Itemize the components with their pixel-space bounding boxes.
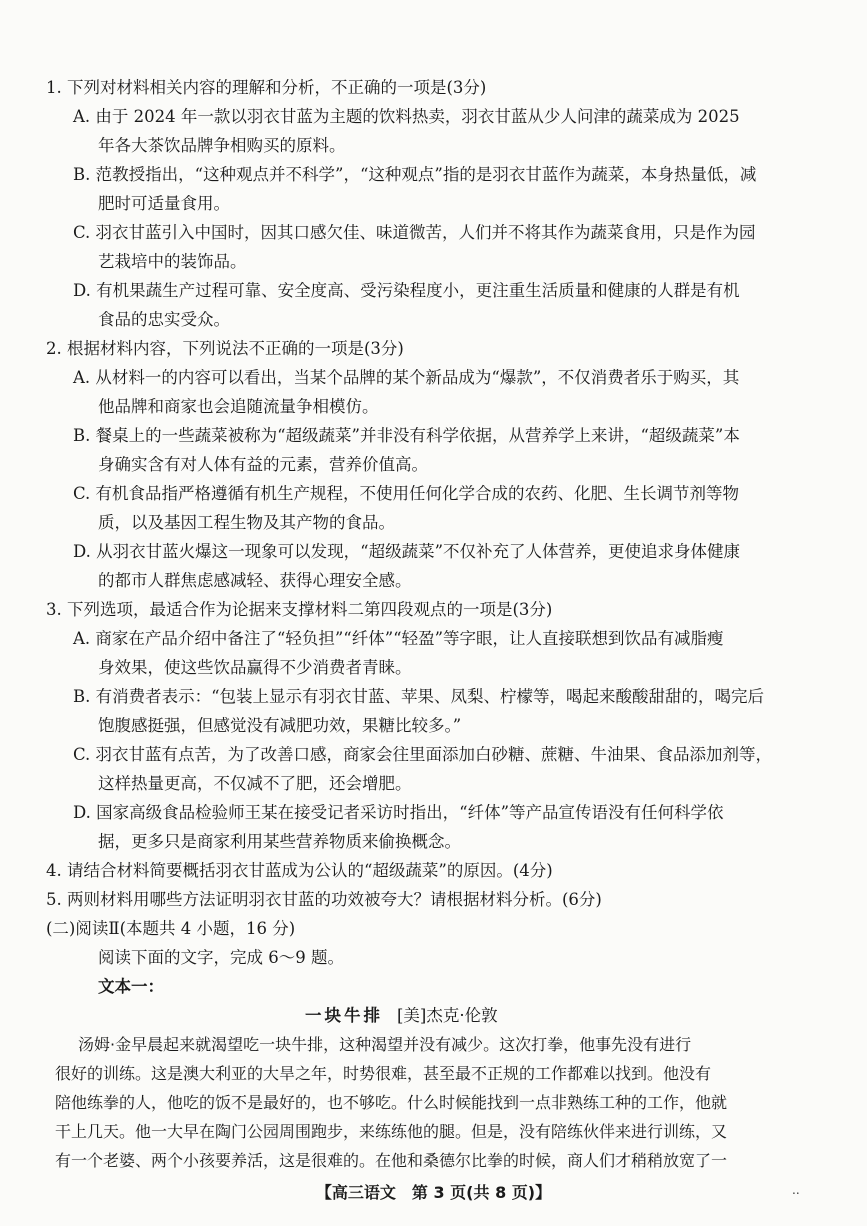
q2-option-d: D. 从羽衣甘蓝火爆这一现象可以发现，“超级蔬菜”不仅补充了人体营养，更使追求身体健康 (73, 542, 741, 561)
q1-option-b: B. 范教授指出，“这种观点并不科学”，“这种观点”指的是羽衣甘蓝作为蔬菜，本身热量低，减 (73, 165, 757, 184)
reading-instruction: 阅读下面的文字，完成 6～9 题。 (98, 948, 344, 967)
q2-option-a-cont: 他品牌和商家也会追随流量争相模仿。 (98, 397, 379, 416)
q3-option-b-cont: 饱腹感挺强，但感觉没有减肥功效，果糖比较多。” (98, 716, 462, 735)
q3-option-c: C. 羽衣甘蓝有点苦，为了改善口感，商家会往里面添加白砂糖、蔗糖、牛油果、食品添加剂等， (73, 745, 773, 764)
story-line: 陪他练拳的人，他吃的饭不是最好的，也不够吃。什么时候能找到一点非熟练工种的工作，他就 (55, 1093, 728, 1112)
q2-option-c: C. 有机食品指严格遵循有机生产规程，不使用任何化学合成的农药、化肥、生长调节剂等物 (73, 484, 740, 503)
q1-option-c: C. 羽衣甘蓝引入中国时，因其口感欠佳、味道微苦，人们并不将其作为蔬菜食用，只是作为园 (73, 223, 756, 242)
page-footer: 【高三语文 第 3 页(共 8 页)】 (315, 1183, 552, 1202)
q3-option-c-cont: 这样热量更高，不仅减不了肥，还会增肥。 (98, 774, 412, 793)
q3-option-a-cont: 身效果，使这些饮品赢得不少消费者青睐。 (98, 658, 412, 677)
q3-option-a: A. 商家在产品介绍中备注了“轻负担”“纤体”“轻盈”等字眼，让人直接联想到饮品有减脂瘦 (73, 629, 724, 648)
q1-option-a: A. 由于 2024 年一款以羽衣甘蓝为主题的饮料热卖，羽衣甘蓝从少人问津的蔬菜成为 2025 (73, 107, 740, 126)
story-line: 汤姆·金早晨起来就渴望吃一块牛排，这种渴望并没有减少。这次打拳，他事先没有进行 (78, 1035, 692, 1054)
q2-stem: 2. 根据材料内容，下列说法不正确的一项是(3分) (46, 339, 404, 358)
q3-option-d-cont: 据，更多只是商家利用某些营养物质来偷换概念。 (98, 832, 461, 851)
q2-option-a: A. 从材料一的内容可以看出，当某个品牌的某个新品成为“爆款”，不仅消费者乐于购买，其 (73, 368, 740, 387)
corner-mark: .. (792, 1183, 800, 1197)
q2-option-b: B. 餐桌上的一些蔬菜被称为“超级蔬菜”并非没有科学依据，从营养学上来讲，“超级蔬菜”本 (73, 426, 740, 445)
q5-stem: 5. 两则材料用哪些方法证明羽衣甘蓝的功效被夸大？请根据材料分析。(6分) (46, 890, 602, 909)
story-author: [美]杰克·伦敦 (397, 1006, 498, 1025)
q4-stem: 4. 请结合材料简要概括羽衣甘蓝成为公认的“超级蔬菜”的原因。(4分) (46, 861, 553, 880)
story-line: 有一个老婆、两个小孩要养活，这是很难的。在他和桑德尔比拳的时候，商人们才稍稍放宽了一 (55, 1151, 728, 1170)
q1-option-d-cont: 食品的忠实受众。 (98, 310, 230, 329)
story-title: 一块牛排 (305, 1006, 383, 1025)
q1-stem: 1. 下列对材料相关内容的理解和分析，不正确的一项是(3分) (46, 78, 487, 97)
q2-option-b-cont: 身确实含有对人体有益的元素，营养价值高。 (98, 455, 428, 474)
q2-option-d-cont: 的都市人群焦虑感减轻、获得心理安全感。 (98, 571, 412, 590)
story-heading (0, 1006, 867, 1026)
text-one-label: 文本一： (98, 977, 164, 996)
q1-option-b-cont: 肥时可适量食用。 (98, 194, 230, 213)
story-line: 很好的训练。这是澳大利亚的大旱之年，时势很难，甚至最不正规的工作都难以找到。他没有 (55, 1064, 712, 1083)
q1-option-d: D. 有机果蔬生产过程可靠、安全度高、受污染程度小，更注重生活质量和健康的人群是有机 (73, 281, 740, 300)
q1-option-a-cont: 年各大茶饮品牌争相购买的原料。 (98, 136, 346, 155)
q2-option-c-cont: 质，以及基因工程生物及其产物的食品。 (98, 513, 395, 532)
q3-stem: 3. 下列选项，最适合作为论据来支撑材料二第四段观点的一项是(3分) (46, 600, 553, 619)
section-heading: (二)阅读Ⅱ(本题共 4 小题，16 分) (46, 919, 296, 938)
q3-option-d: D. 国家高级食品检验师王某在接受记者采访时指出，“纤体”等产品宣传语没有任何科学依 (73, 803, 724, 822)
story-line: 干上几天。他一大早在陶门公园周围跑步，来练练他的腿。但是，没有陪练伙伴来进行训练，又 (55, 1122, 728, 1141)
q1-option-c-cont: 艺栽培中的装饰品。 (98, 252, 247, 271)
q3-option-b: B. 有消费者表示：“包装上显示有羽衣甘蓝、苹果、凤梨、柠檬等，喝起来酸酸甜甜的，喝完后 (73, 687, 765, 706)
